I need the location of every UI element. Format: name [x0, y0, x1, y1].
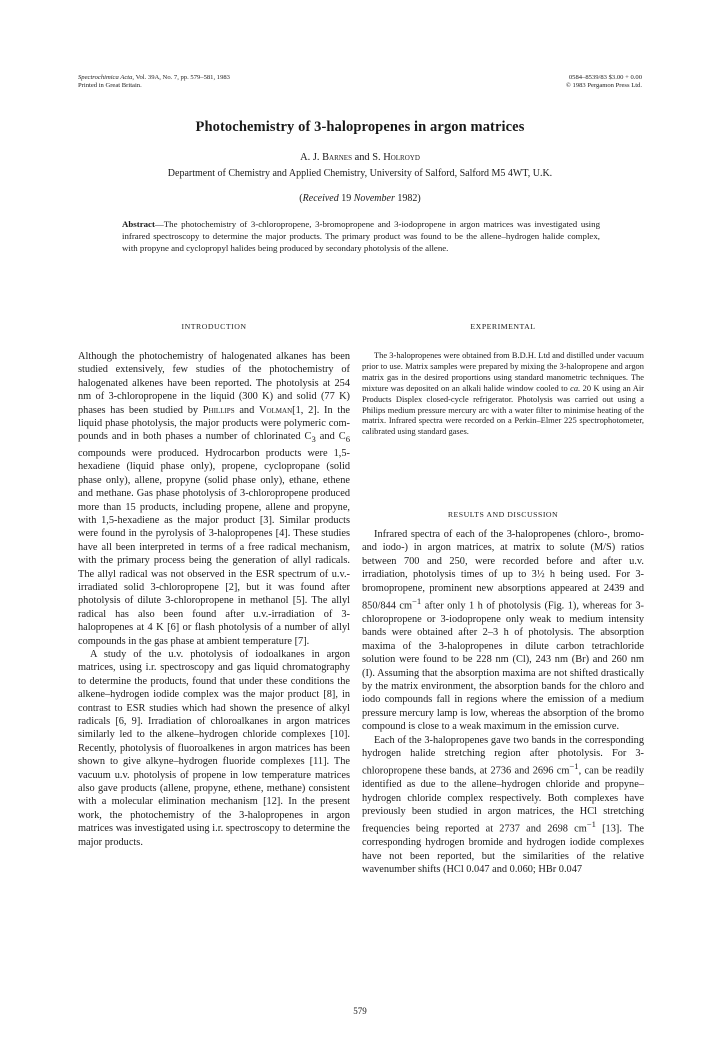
experimental-paragraph-1 — [362, 350, 644, 437]
intro-p1-and: and — [234, 404, 259, 416]
res-p1-part-a: Infrared spectra of each of the 3-halopropenes (chloro-, bromo- and iodo-) in argon matrices, at matrix to solute (M/S) ratios between 700 and 250, were recorded before and after u.v. irradiation, photolysis times of up to 3½ h being used. For 3-bromopropene, prominent new absorptions appeared at 2439 and 850/844 cm — [362, 529, 644, 612]
received-day: 19 — [341, 193, 352, 204]
author-2-surname: Holroyd — [383, 152, 420, 163]
res-p2-part-c: [13]. The corresponding hydrogen bromide and hydrogen iodide complexes have not been reported, but the similarities of the relative wavenumber shifts (HCl 0.047 and 0.060; HBr 0.047 — [362, 823, 645, 876]
received-year: 1982) — [397, 193, 421, 204]
article-code: 0584–8539/83 $3.00 + 0.00 — [568, 74, 642, 81]
res-p2-superscript-1: −1 — [569, 761, 579, 772]
journal-name: Spectrochimica Acta, — [78, 74, 135, 81]
res-p2-part-a: Each of the 3-halopropenes gave two bands in the corresponding hydrogen halide stretching region after photolysis. For 3-chloropropene these bands, at 2736 and 2696 cm — [362, 734, 644, 777]
running-head-left — [78, 74, 230, 90]
author-list — [60, 152, 660, 163]
intro-paragraph-1 — [78, 350, 350, 648]
intro-p1-part-c: and C — [315, 431, 346, 443]
section-heading-introduction: INTRODUCTION — [181, 322, 247, 331]
journal-citation: Vol. 39A, No. 7, pp. 579–581, 1983 — [135, 74, 230, 81]
abstract-label: Abstract — [122, 219, 155, 229]
printed-in: Printed in Great Britain. — [78, 82, 142, 89]
intro-paragraph-2: A study of the u.v. photolysis of iodoalkanes in argon matrices, using i.r. spectroscopy and gas liquid chromatography to determine the products, found that under these conditions the alkene–hydrogen iodide complex was the major product [8], in contrast to ESR studies which had shown the presence of alkyl radicals [6, 9]. Irradiation of chloroalkanes in argon matrices similarly led to the alkene–hydrogen chloride complexes [10]. Recently, photolysis of fluoroalkenes in argon matrices has been shown to give alkyne–hydrogen fluoride complexes [11]. The vacuum u.v. photolysis of propene in low temperature matrices also gave products (allene, propyne, ethene, methane) consistent with a molecular elimination mechanism [12]. In the present work, the photochemistry of the 3-halopropenes in argon matrices was investigated using i.r. spectroscopy to determine the major products. — [78, 649, 350, 848]
experimental-column — [362, 350, 644, 437]
received-open: ( — [299, 193, 303, 204]
received-date — [60, 193, 660, 204]
res-p1-part-b: after only 1 h of photolysis (Fig. 1), whereas for 3-chloropropene or 3-iodopropene only weak to medium intensity bands were obtained after 2–3 h of photolysis. The absorption maxima of the 3-halopropenes in dilute carbon tetrachloride solution were found to be 228 nm (Cl), 243 nm (Br) and 260 nm (I). Assuming that the absorption maxima are not shifted drastically by the matrix environment, the absorption bands for the chloro and iodo compounds fall in regions where the emission of a medium pressure mercury lamp is low, whereas the absorption of the bromo compound is close to a weak maximum in the emission curve. — [362, 600, 644, 733]
abstract-text: —The photochemistry of 3-chloropropene, 3-bromopropene and 3-iodopropene in argon matrices was investigated using infrared spectroscopy to determine the major products. The primary product was found to be the allene–hydrogen halide complex, with propyne and cyclopropyl halides being produced by secondary photolysis of the allene. — [122, 219, 600, 253]
author-conjunction: and — [354, 152, 370, 163]
ref-author-volman: Volman — [259, 404, 293, 416]
page-number: 579 — [353, 1006, 367, 1016]
subscript-6: 6 — [345, 434, 350, 445]
introduction-column — [78, 350, 350, 849]
received-month: November — [353, 193, 395, 204]
running-head-right — [566, 74, 642, 90]
ref-author-phillips: Phillips — [202, 404, 235, 416]
results-column — [362, 528, 644, 876]
res-p1-superscript: −1 — [412, 596, 422, 607]
intro-p1-part-a: Although the photochemistry of halogenated alkanes has been studied extensively, few studies of the photochemistry of halogenated alkenes have been reported. The photolysis at 254 nm of 3-chloropropene in the liquid (300 K) and solid (77 K) phases has been studied by — [78, 351, 350, 416]
section-heading-results: RESULTS AND DISCUSSION — [447, 510, 559, 519]
received-label: Received — [302, 193, 339, 204]
exp-p1-part-a: The 3-halopropenes were obtained from B.D.H. Ltd and distilled under vacuum prior to use. Matrix samples were prepared by mixing the 3-halopropene and argon matrix gas in the desired proportions using standard manometric techniques. The mixture was deposited on an alkali halide window cooled to — [362, 350, 644, 393]
exp-p1-part-b: 20 K using an Air Products Displex closed-cycle refrigerator. Photolysis was carried out using a Philips medium pressure mercury arc with a water filter to minimise heating of the matrix. Infrared spectra were recorded on a Perkin–Elmer 225 spectrophotometer, calibrated using standard gases. — [362, 382, 644, 437]
author-1-surname: Barnes — [322, 152, 352, 163]
subscript-3: 3 — [311, 434, 316, 445]
results-paragraph-1 — [362, 528, 644, 734]
intro-p1-part-b: [1, 2]. In the liquid phase photolysis, the major products were polymeric compounds and in both phases a number of chlorinated C — [78, 404, 350, 443]
affiliation: Department of Chemistry and Applied Chemistry, University of Salford, Salford M5 4WT, U.K. — [167, 168, 553, 179]
copyright: © 1983 Pergamon Press Ltd. — [565, 82, 642, 89]
res-p2-superscript-2: −1 — [586, 819, 596, 830]
author-2-initials: S. — [372, 152, 381, 163]
abstract — [122, 218, 600, 254]
author-1-initials: A. J. — [300, 152, 320, 163]
results-paragraph-2 — [362, 734, 644, 877]
section-heading-experimental: EXPERIMENTAL — [470, 322, 536, 331]
exp-ca: ca. — [570, 382, 581, 393]
res-p2-part-b: , can be readily identified as due to the allene–hydrogen chloride and propyne–hydrogen chloride complex respectively. Both complexes have previously been studied in argon matrices, the HCl stretching frequencies being reported at 2737 and 2698 cm — [362, 765, 644, 835]
article-title: Photochemistry of 3-halopropenes in argon matrices — [195, 119, 525, 135]
intro-p1-part-d: compounds were produced. Hydrocarbon products were 1,5-hexadiene (liquid phase only), propene, cyclopropane (solid phase only), allene, propyne (solid phase only), ethane, ethene and methane. Gas phase photolysis of 3-chloropropene produced more than 15 products, including propene, allene and propyne, with 1,5-hexadiene as the major product [3]. Similar products were found in the pyrolysis of 3-halopropenes [4]. These studies have all been interpreted in terms of a free radical mechanism, with the primary process being the generation of allyl radicals. The allyl radical was not observed in the ESR spectrum of u.v.-irradiated solid 3-chloropropene [2], but it was found after photolysis of dilute 3-chloropropene in methanol [5]. The allyl radical has also been found after u.v.-irradiation of 3-halopropenes at 4 K [6] or flash photolysis of a number of allyl compounds in the gas phase at ambient temperature [7]. — [78, 447, 350, 647]
